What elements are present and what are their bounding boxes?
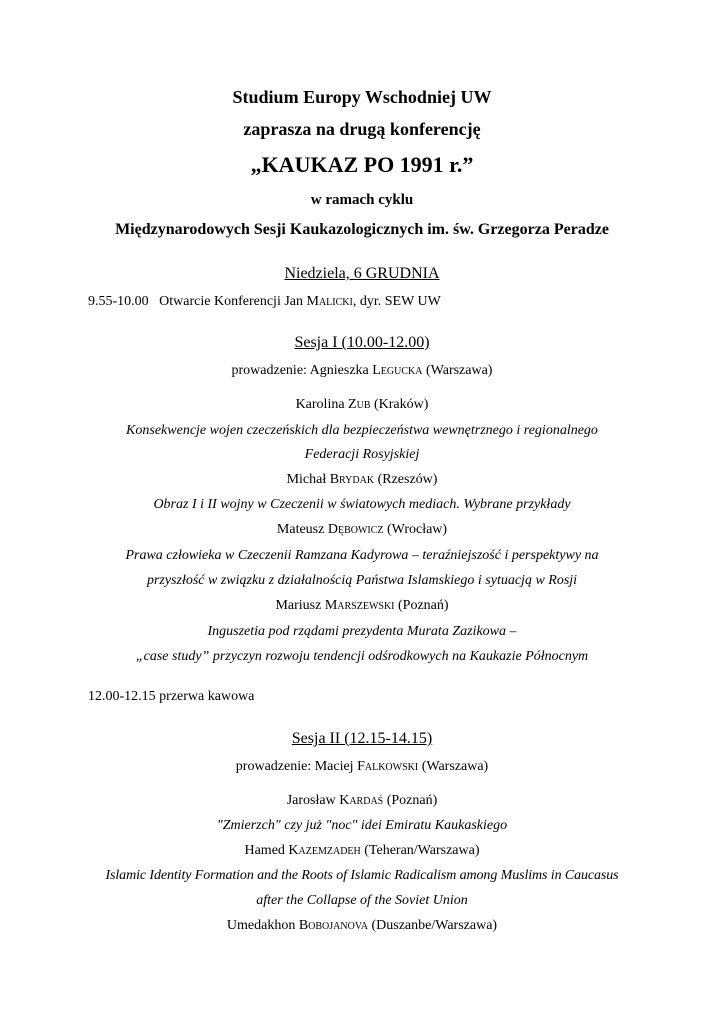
- speaker-surname: Zub: [348, 397, 371, 412]
- speaker-surname: Marszewski: [324, 598, 395, 613]
- session-1-title: Sesja I (10.00-12.00): [294, 334, 430, 351]
- speaker-first-name: Karolina: [295, 397, 349, 412]
- opening-role: , dyr. SEW UW: [352, 294, 441, 309]
- opening-time: 9.55-10.00: [88, 294, 149, 309]
- speaker-first-name: Michał: [286, 472, 330, 487]
- talk-title-line: przyszłość w związku z działalnością Państwa Islamskiego i sytuacją w Rosji: [146, 573, 578, 588]
- speaker-city: (Poznań): [383, 793, 438, 808]
- chair-prefix: prowadzenie: Agnieszka: [231, 363, 373, 378]
- speaker-surname: Kardaś: [339, 793, 384, 808]
- chair-surname: Legucka: [372, 363, 423, 378]
- speaker-first-name: Umedakhon: [226, 918, 299, 933]
- talk-title-line: Inguszetia pod rządami prezydenta Murata Zazikowa –: [207, 624, 517, 639]
- speaker-line: [0, 398, 724, 412]
- speaker-city: (Poznań): [394, 598, 449, 613]
- talk-title-line: Prawa człowieka w Czeczenii Ramzana Kadyrowa – teraźniejszość i perspektywy na: [125, 548, 599, 563]
- speaker-line: [0, 794, 724, 808]
- talk-title-line: Konsekwencje wojen czeczeńskich dla bezpieczeństwa wewnętrznego i regionalnego: [126, 423, 598, 438]
- speaker-line: [0, 919, 724, 933]
- opening-speaker-surname: Malicki: [306, 294, 353, 309]
- speaker-surname: Kazemzadeh: [288, 843, 361, 858]
- speaker-first-name: Mateusz: [276, 522, 328, 537]
- session-2-title: Sesja II (12.15-14.15): [291, 730, 433, 747]
- chair-surname: Falkowski: [357, 759, 419, 774]
- speaker-surname: Dębowicz: [327, 522, 384, 537]
- day-heading: Niedziela, 6 GRUDNIA: [284, 265, 440, 282]
- session-1-chair: [0, 364, 724, 378]
- session-2-chair: [0, 760, 724, 774]
- speaker-line: [0, 844, 724, 858]
- talk-title-line: „case study” przyczyn rozwoju tendencji odśrodkowych na Kaukazie Północnym: [135, 649, 589, 664]
- speaker-line: [0, 473, 724, 487]
- talk-title-line: Federacji Rosyjskiej: [304, 447, 420, 462]
- speaker-surname: Bobojanova: [298, 918, 368, 933]
- invitation-line: zaprasza na drugą konferencję: [243, 119, 481, 139]
- speaker-city: (Kraków): [370, 397, 429, 412]
- conference-title: „KAUKAZ PO 1991 r.”: [250, 152, 474, 177]
- speaker-first-name: Hamed: [244, 843, 289, 858]
- coffee-break: 12.00-12.15 przerwa kawowa: [88, 689, 255, 704]
- speaker-first-name: Jarosław: [286, 793, 340, 808]
- speaker-line: [0, 523, 724, 537]
- speaker-first-name: Mariusz: [275, 598, 325, 613]
- speaker-city: (Duszanbe/Warszawa): [368, 918, 498, 933]
- talk-title-line: after the Collapse of the Soviet Union: [256, 893, 468, 908]
- speaker-city: (Teheran/Warszawa): [360, 843, 480, 858]
- talk-title-line: Islamic Identity Formation and the Roots of Islamic Radicalism among Muslims in Caucasus: [105, 868, 619, 883]
- speaker-line: [0, 599, 724, 613]
- chair-city: (Warszawa): [422, 363, 493, 378]
- speaker-city: (Wrocław): [383, 522, 448, 537]
- cycle-intro: w ramach cyklu: [310, 192, 414, 208]
- cycle-name: Międzynarodowych Sesji Kaukazologicznych im. św. Grzegorza Peradze: [115, 221, 609, 238]
- institution-name: Studium Europy Wschodniej UW: [232, 87, 492, 107]
- chair-prefix: prowadzenie: Maciej: [235, 759, 358, 774]
- opening-text: Otwarcie Konferencji Jan: [159, 294, 307, 309]
- chair-city: (Warszawa): [418, 759, 489, 774]
- talk-title-line: "Zmierzch" czy już "noc" idei Emiratu Kaukaskiego: [216, 818, 508, 833]
- opening-line: [88, 295, 708, 309]
- speaker-surname: Brydak: [329, 472, 375, 487]
- speaker-city: (Rzeszów): [374, 472, 438, 487]
- talk-title-line: Obraz I i II wojny w Czeczenii w światowych mediach. Wybrane przykłady: [153, 497, 571, 512]
